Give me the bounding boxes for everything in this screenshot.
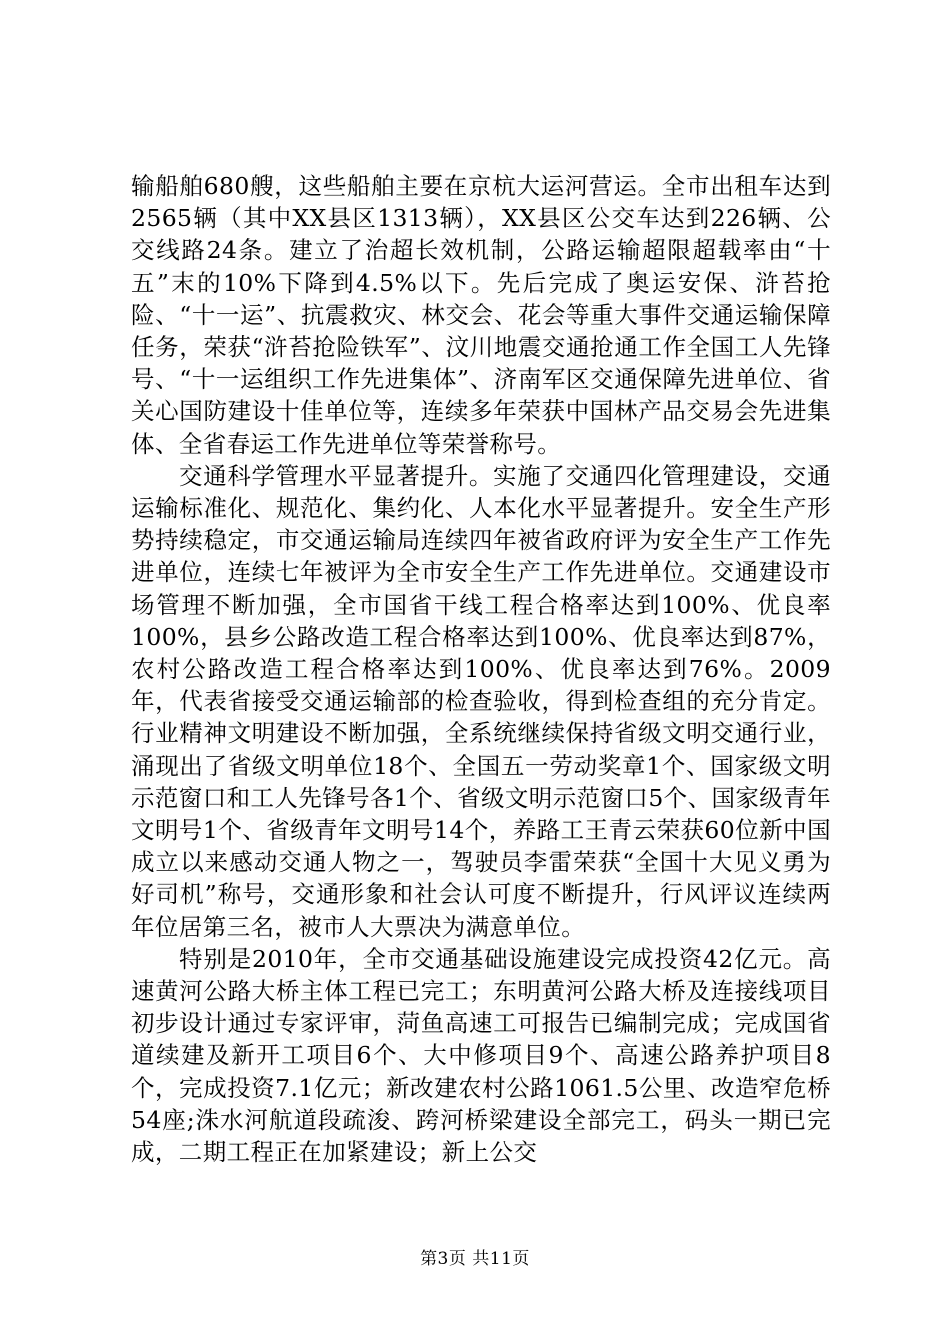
page-footer: 第3页 共11页 (420, 1249, 530, 1269)
paragraph-continuation: 输船舶680艘，这些船舶主要在京杭大运河营运。全市出租车达到2565辆（其中XX县区1313辆），XX县区公交车达到226辆、公交线路24条。建立了治超长效机制，公路运输超限超载率由“十五”末的10%下降到4.5%以下。先后完成了奥运安保、浒苔抢险、“十一运”、抗震救灾、林交会、花会等重大事件交通运输保障任务，荣获“浒苔抢险铁军”、汶川地震交通抢通工作全国工人先锋号、“十一运组织工作先进集体”、济南军区交通保障先进单位、省关心国防建设十佳单位等，连续多年荣获中国林产品交易会先进集体、全省春运工作先进单位等荣誉称号。 (131, 172, 831, 458)
document-body (131, 170, 831, 1168)
paragraph-management: 交通科学管理水平显著提升。实施了交通四化管理建设，交通运输标准化、规范化、集约化、人本化水平显著提升。安全生产形势持续稳定，市交通运输局连续四年被省政府评为安全生产工作先进单位，连续七年被评为全市安全生产工作先进单位。交通建设市场管理不断加强，全市国省干线工程合格率达到100%、优良率100%，县乡公路改造工程合格率达到100%、优良率达到87%，农村公路改造工程合格率达到100%、优良率达到76%。2009年，代表省接受交通运输部的检查验收，得到检查组的充分肯定。行业精神文明建设不断加强，全系统继续保持省级文明交通行业，涌现出了省级文明单位18个、全国五一劳动奖章1个、国家级文明示范窗口和工人先锋号各1个、省级文明示范窗口5个、国家级青年文明号1个、省级青年文明号14个，养路工王青云荣获60位新中国成立以来感动交通人物之一，驾驶员李雷荣获“全国十大见义勇为好司机”称号，交通形象和社会认可度不断提升，行风评议连续两年位居第三名，被市人大票决为满意单位。 (131, 461, 831, 941)
paragraph-2010: 特别是2010年，全市交通基础设施建设完成投资42亿元。高速黄河公路大桥主体工程已完工；东明黄河公路大桥及连接线项目初步设计通过专家评审，菏鱼高速工可报告已编制完成；完成国省道续建及新开工项目6个、大中修项目9个、高速公路养护项目8个，完成投资7.1亿元；新改建农村公路1061.5公里、改造窄危桥54座;洙水河航道段疏浚、跨河桥梁建设全部完工，码头一期已完成，二期工程正在加紧建设；新上公交 (131, 944, 831, 1167)
